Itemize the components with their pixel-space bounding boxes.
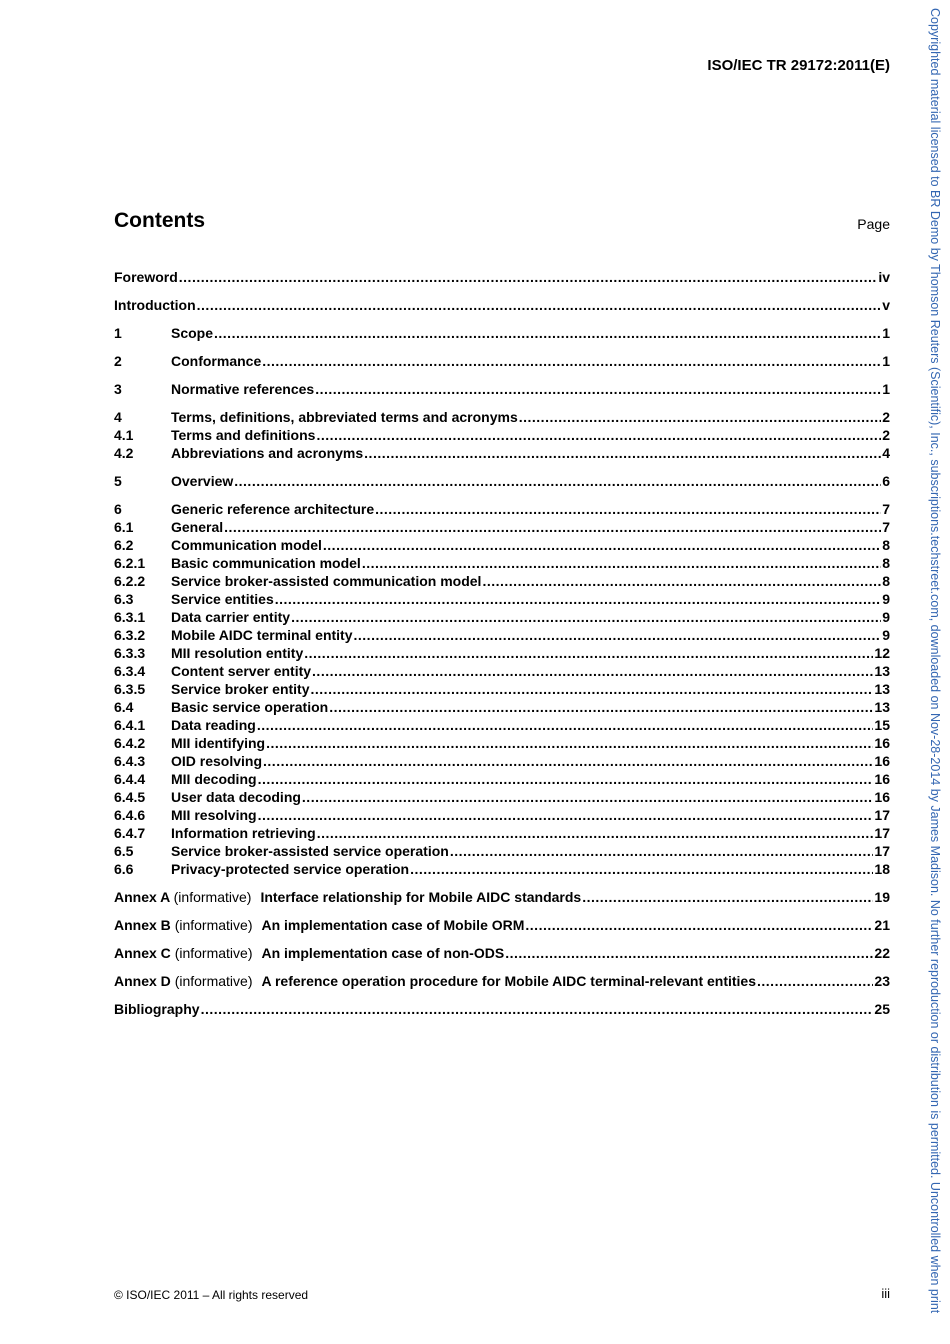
toc-entry-page: 23: [874, 973, 890, 989]
toc-entry-number: 6.5: [114, 843, 134, 859]
toc-entry-title: Data reading: [171, 717, 256, 733]
toc-entry-title: OID resolving: [171, 753, 263, 769]
toc-entry[interactable]: [114, 500, 890, 518]
annex-kind: (informative): [174, 917, 253, 933]
toc-entry-number: 4.2: [114, 445, 134, 461]
toc-entry-title: Introduction: [114, 297, 196, 313]
toc-entry[interactable]: [114, 518, 890, 536]
dot-leader: [525, 916, 873, 934]
dot-leader: [302, 788, 874, 806]
toc-entry-number: 6.3.1: [114, 609, 146, 625]
annex-kind: (informative): [174, 945, 253, 961]
copyright-watermark: Copyrighted material licensed to BR Demo by Thomson Reuters (Scientific), Inc., subscriptions.techstreet.com, downloaded on Nov-28-2014 by James Madison. No further reproduction or distribution is permitted. Uncontrolled when print: [928, 8, 942, 1314]
dot-leader: [323, 536, 881, 554]
document-id-header: ISO/IEC TR 29172:2011(E): [707, 57, 890, 74]
toc-entry[interactable]: [114, 716, 890, 734]
toc-entry-number: 1: [114, 325, 122, 341]
dot-leader: [263, 752, 873, 770]
annex-prefix: [114, 944, 252, 962]
toc-entry-number: 6.4.4: [114, 771, 146, 787]
toc-entry[interactable]: [114, 536, 890, 554]
dot-leader: [197, 296, 882, 314]
toc-entry[interactable]: [114, 608, 890, 626]
toc-entry[interactable]: [114, 572, 890, 590]
toc-entry-page: 17: [874, 843, 890, 859]
toc-entry[interactable]: [114, 426, 890, 444]
toc-entry-page: iv: [878, 269, 890, 285]
toc-entry-title: Foreword: [114, 269, 178, 285]
toc-entry-page: 1: [882, 381, 890, 397]
toc-entry-page: 17: [874, 807, 890, 823]
dot-leader: [410, 860, 873, 878]
toc-entry-page: 1: [882, 353, 890, 369]
toc-entry-title: General: [171, 519, 224, 535]
toc-entry-page: 15: [874, 717, 890, 733]
dot-leader: [317, 824, 874, 842]
toc-annex-entry[interactable]: [114, 944, 890, 962]
toc-entry-title: Basic service operation: [171, 699, 329, 715]
toc-entry-page: 16: [874, 771, 890, 787]
toc-entry-page: 25: [874, 1001, 890, 1017]
toc-entry-page: 2: [882, 427, 890, 443]
toc-entry-title: Information retrieving: [171, 825, 316, 841]
dot-leader: [234, 472, 881, 490]
dot-leader: [311, 680, 874, 698]
toc-entry-page: 16: [874, 735, 890, 751]
dot-leader: [257, 716, 874, 734]
toc-entry[interactable]: [114, 662, 890, 680]
toc-entry[interactable]: [114, 824, 890, 842]
toc-entry-title: An implementation case of non-ODS: [261, 945, 505, 961]
toc-entry-bibliography[interactable]: [114, 1000, 890, 1018]
toc-entry-title: Scope: [171, 325, 214, 341]
toc-entry-number: 5: [114, 473, 122, 489]
toc-entry[interactable]: [114, 698, 890, 716]
toc-annex-entry[interactable]: [114, 888, 890, 906]
toc-entry-title: Generic reference architecture: [171, 501, 375, 517]
toc-entry-number: 6.4.7: [114, 825, 146, 841]
toc-entry[interactable]: [114, 788, 890, 806]
dot-leader: [179, 268, 878, 286]
toc-entry-page: 9: [882, 591, 890, 607]
toc-annex-entry[interactable]: [114, 972, 890, 990]
toc-entry-page: 8: [882, 555, 890, 571]
toc-entry-title: Terms and definitions: [171, 427, 316, 443]
toc-entry-title: MII resolution entity: [171, 645, 304, 661]
toc-entry-title: Mobile AIDC terminal entity: [171, 627, 353, 643]
toc-annexes: [114, 888, 890, 990]
dot-leader: [354, 626, 882, 644]
toc-entry-page: v: [882, 297, 890, 313]
page-column-label: Page: [857, 216, 890, 232]
toc-entry-page: 16: [874, 753, 890, 769]
toc-entry-page: 12: [874, 645, 890, 661]
toc-entry-number: 6.3.4: [114, 663, 146, 679]
toc-entry[interactable]: [114, 408, 890, 426]
dot-leader: [364, 444, 881, 462]
toc-entry-page: 7: [882, 501, 890, 517]
annex-prefix: [114, 916, 252, 934]
dot-leader: [214, 324, 881, 342]
toc-entry-title: An implementation case of Mobile ORM: [261, 917, 525, 933]
dot-leader: [757, 972, 873, 990]
toc-entry-title: Overview: [171, 473, 234, 489]
annex-label: Annex C: [114, 945, 171, 961]
toc-entry-title: Service broker-assisted service operation: [171, 843, 449, 859]
toc-entry-number: 6.4: [114, 699, 134, 715]
toc-annex-entry[interactable]: [114, 916, 890, 934]
toc-entries: [114, 268, 890, 878]
toc-entry-title: Abbreviations and acronyms: [171, 445, 364, 461]
dot-leader: [329, 698, 873, 716]
toc-entry-page: 22: [874, 945, 890, 961]
dot-leader: [315, 380, 881, 398]
toc-entry-number: 6.1: [114, 519, 134, 535]
toc-entry[interactable]: [114, 626, 890, 644]
table-of-contents: [114, 268, 890, 1018]
footer-page-number: iii: [881, 1286, 890, 1301]
toc-entry[interactable]: [114, 472, 890, 490]
dot-leader: [482, 572, 881, 590]
toc-entry-page: 7: [882, 519, 890, 535]
toc-entry[interactable]: [114, 380, 890, 398]
toc-entry-page: 19: [874, 889, 890, 905]
toc-entry-number: 6.4.5: [114, 789, 146, 805]
toc-entry-number: 6.4.1: [114, 717, 146, 733]
dot-leader: [362, 554, 881, 572]
toc-entry-title: MII decoding: [171, 771, 257, 787]
toc-entry-page: 18: [874, 861, 890, 877]
toc-entry-title: Conformance: [171, 353, 262, 369]
toc-entry-number: 6.2.1: [114, 555, 146, 571]
toc-entry-page: 2: [882, 409, 890, 425]
toc-entry-title: Data carrier entity: [171, 609, 291, 625]
toc-entry[interactable]: [114, 554, 890, 572]
dot-leader: [316, 426, 881, 444]
toc-entry-number: 6.2.2: [114, 573, 146, 589]
toc-entry[interactable]: [114, 842, 890, 860]
annex-kind: (informative): [173, 889, 252, 905]
toc-entry-number: 6.3.2: [114, 627, 146, 643]
toc-entry[interactable]: [114, 324, 890, 342]
toc-entry-page: 17: [874, 825, 890, 841]
toc-entry[interactable]: [114, 644, 890, 662]
toc-entry-number: 4: [114, 409, 122, 425]
toc-entry-number: 4.1: [114, 427, 134, 443]
toc-entry-title: Interface relationship for Mobile AIDC standards: [260, 889, 582, 905]
toc-entry-title: Service entities: [171, 591, 274, 607]
toc-entry[interactable]: [114, 752, 890, 770]
dot-leader: [262, 352, 881, 370]
toc-entry-number: 6.4.3: [114, 753, 146, 769]
dot-leader: [258, 770, 874, 788]
toc-entry-title: Communication model: [171, 537, 322, 553]
toc-entry-title: Service broker entity: [171, 681, 310, 697]
toc-entry-number: 6.3.5: [114, 681, 146, 697]
toc-entry-page: 8: [882, 537, 890, 553]
toc-entry-page: 13: [874, 699, 890, 715]
toc-entry-number: 3: [114, 381, 122, 397]
toc-entry-number: 6.4.6: [114, 807, 146, 823]
dot-leader: [224, 518, 881, 536]
dot-leader: [375, 500, 881, 518]
toc-entry-title: User data decoding: [171, 789, 301, 805]
dot-leader: [312, 662, 873, 680]
toc-entry[interactable]: [114, 268, 890, 286]
toc-entry-number: 2: [114, 353, 122, 369]
toc-entry-page: 6: [882, 473, 890, 489]
toc-entry[interactable]: [114, 296, 890, 314]
dot-leader: [266, 734, 873, 752]
toc-entry[interactable]: [114, 680, 890, 698]
toc-entry-page: 13: [874, 681, 890, 697]
toc-entry-page: 4: [882, 445, 890, 461]
toc-entry-page: 1: [882, 325, 890, 341]
toc-entry-title: Content server entity: [171, 663, 312, 679]
toc-entry[interactable]: [114, 352, 890, 370]
dot-leader: [304, 644, 873, 662]
toc-entry-title: MII resolving: [171, 807, 257, 823]
toc-entry-title: MII identifying: [171, 735, 266, 751]
dot-leader: [505, 944, 873, 962]
toc-entry-title: Bibliography: [114, 1001, 200, 1017]
dot-leader: [291, 608, 881, 626]
toc-entry-number: 6.2: [114, 537, 134, 553]
dot-leader: [258, 806, 874, 824]
toc-entry[interactable]: [114, 590, 890, 608]
toc-entry-page: 8: [882, 573, 890, 589]
footer-copyright: © ISO/IEC 2011 – All rights reserved: [114, 1288, 309, 1302]
contents-heading: Contents: [114, 209, 205, 232]
toc-entry-number: 6.6: [114, 861, 134, 877]
annex-label: Annex D: [114, 973, 171, 989]
toc-entry-page: 9: [882, 609, 890, 625]
toc-entry-title: Privacy-protected service operation: [171, 861, 410, 877]
toc-entry-page: 21: [874, 917, 890, 933]
toc-entry-page: 13: [874, 663, 890, 679]
dot-leader: [201, 1000, 874, 1018]
toc-entry[interactable]: [114, 734, 890, 752]
dot-leader: [275, 590, 881, 608]
toc-entry-title: Normative references: [171, 381, 315, 397]
annex-prefix: [114, 888, 251, 906]
toc-entry-title: Terms, definitions, abbreviated terms and acronyms: [171, 409, 518, 425]
toc-entry[interactable]: [114, 860, 890, 878]
dot-leader: [450, 842, 874, 860]
annex-label: Annex A: [114, 889, 170, 905]
dot-leader: [582, 888, 873, 906]
toc-entry-number: 6.4.2: [114, 735, 146, 751]
toc-entry[interactable]: [114, 806, 890, 824]
toc-entry-number: 6.3: [114, 591, 134, 607]
annex-label: Annex B: [114, 917, 171, 933]
annex-prefix: [114, 972, 252, 990]
toc-entry-page: 16: [874, 789, 890, 805]
toc-entry[interactable]: [114, 770, 890, 788]
toc-entry[interactable]: [114, 444, 890, 462]
toc-entry-title: Service broker-assisted communication model: [171, 573, 482, 589]
toc-entry-number: 6.3.3: [114, 645, 146, 661]
dot-leader: [519, 408, 881, 426]
toc-entry-page: 9: [882, 627, 890, 643]
toc-entry-number: 6: [114, 501, 122, 517]
annex-kind: (informative): [174, 973, 253, 989]
toc-entry-title: A reference operation procedure for Mobile AIDC terminal-relevant entities: [261, 973, 757, 989]
toc-entry-title: Basic communication model: [171, 555, 361, 571]
